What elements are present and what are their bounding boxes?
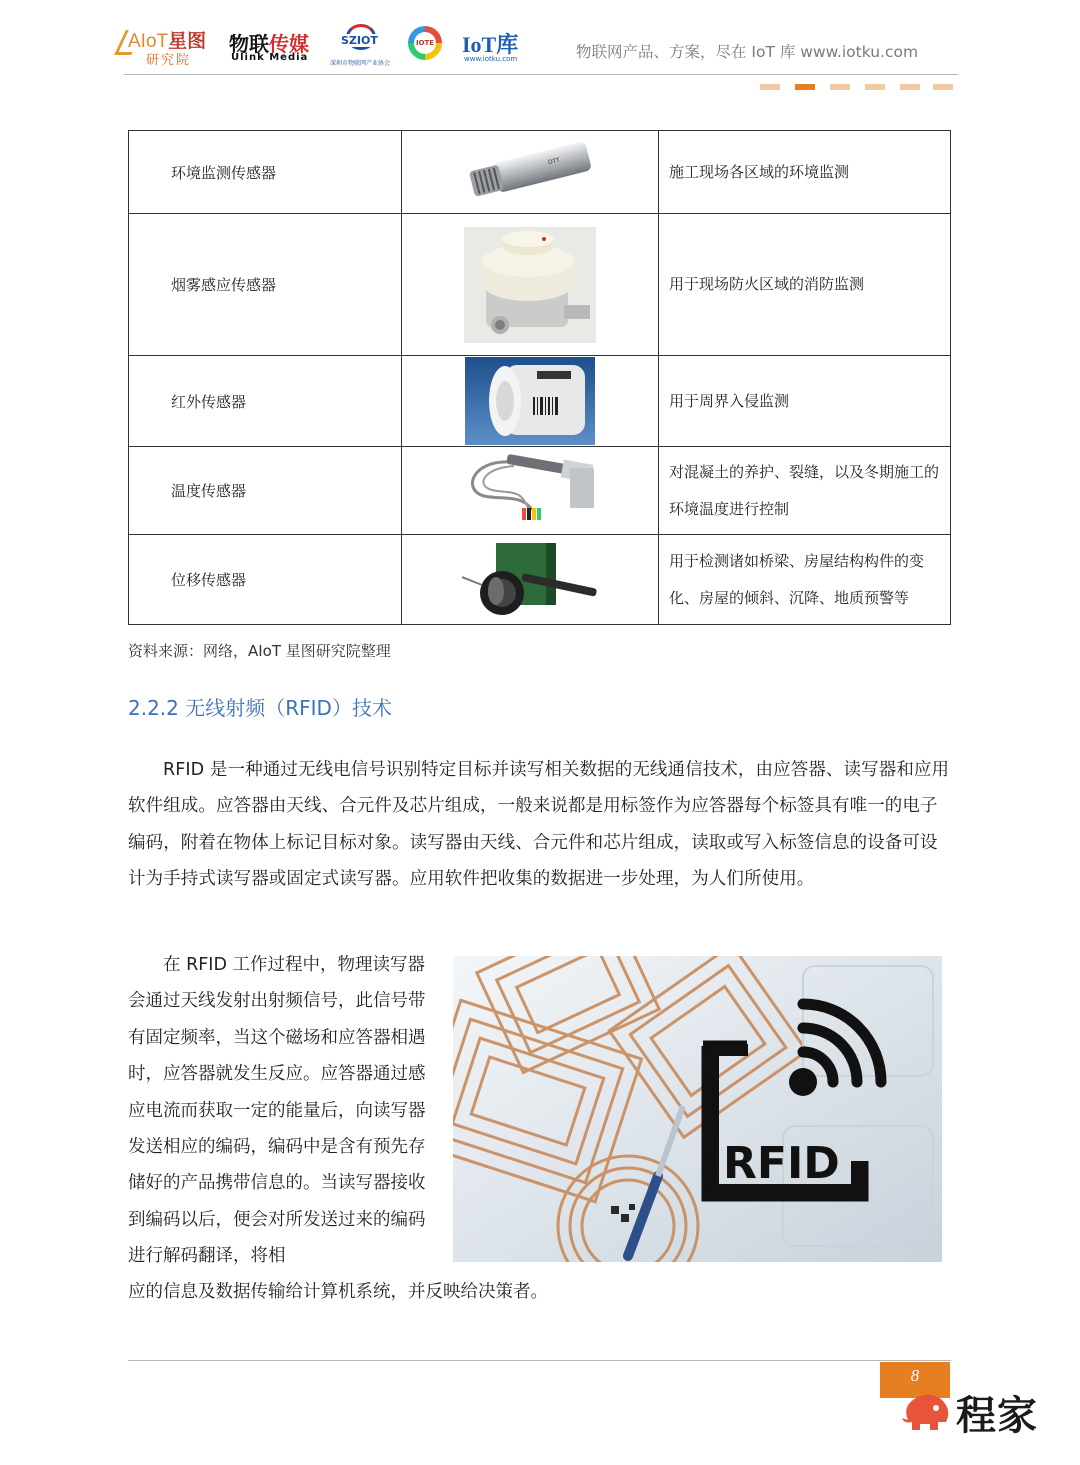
smoke-detector-photo	[464, 227, 596, 343]
header-dash	[865, 84, 885, 90]
header-dash	[760, 84, 780, 90]
elephant-icon	[898, 1388, 954, 1432]
aiot-logo: AIoT星图 研究院	[120, 24, 210, 68]
page-number: 8	[910, 1366, 920, 1385]
rfid-paragraph-2-end: 应的信息及数据传输给计算机系统，并反映给决策者。	[128, 1282, 548, 1302]
sensor-image-cell	[402, 214, 659, 356]
header-tagline: 物联网产品、方案，尽在 IoT 库 www.iotku.com	[576, 43, 919, 61]
table-row	[129, 356, 951, 447]
sziot-logo: SZIOT 深圳市物联网产业协会	[330, 24, 394, 70]
header-divider	[124, 74, 958, 75]
footer-divider	[128, 1360, 951, 1361]
table-row	[129, 447, 951, 535]
ulink-media-logo: 物联传媒 Ulink Media	[229, 32, 309, 63]
temperature-sensor-photo	[462, 450, 598, 532]
table-row	[129, 131, 951, 214]
header-dash	[830, 84, 850, 90]
rfid-logo-text: RFID	[723, 1138, 840, 1189]
infrared-sensor-photo	[465, 357, 595, 445]
sensor-image-cell	[402, 356, 659, 447]
sensor-name: 烟雾感应传感器	[129, 214, 402, 356]
sensor-table	[128, 130, 951, 625]
table-row	[129, 214, 951, 356]
sensor-name: 温度传感器	[129, 447, 402, 535]
sensor-description: 对混凝土的养护、裂缝，以及冬期施工的环境温度进行控制	[659, 447, 951, 535]
sensor-description: 施工现场各区域的环境监测	[659, 131, 951, 214]
rfid-paragraph-2: 在 RFID 工作过程中，物理读写器会通过天线发射出射频信号，此信号带有固定频率，当这个磁场和应答器相遇时，应答器就发生反应。应答器通过感应电流而获取一定的能量后，向读写器发送相应的编码，编码中是含有预先存储好的产品携带信息的。当读写器接收到编码以后，便会对所发送过来的编码进行解码翻译，将相	[128, 955, 426, 1267]
source-note: 资料来源：网络，AIoT 星图研究院整理	[128, 642, 391, 660]
header-dash-active	[795, 84, 815, 90]
sensor-description: 用于周界入侵监测	[659, 356, 951, 447]
header-dash	[900, 84, 920, 90]
svg-text:OTT: OTT	[547, 157, 561, 167]
iote-logo: IOTE	[408, 26, 442, 60]
watermark: 程家	[898, 1384, 1058, 1434]
rfid-paragraph-1: RFID 是一种通过无线电信号识别特定目标并读写相关数据的无线通信技术，由应答器、读写器和应用软件组成。应答器由天线、合元件及芯片组成，一般来说都是用标签作为应答器每个标签具有唯一的电子编码，附着在物体上标记目标对象。读写器由天线、合元件和芯片组成，读取或写入标签信息的设备可设计为手持式读写器或固定式读写器。应用软件把收集的数据进一步处理，为人们所使用。	[128, 760, 950, 890]
sensor-image-cell	[402, 447, 659, 535]
environment-sensor-photo	[465, 133, 595, 211]
sensor-name: 红外传感器	[129, 356, 402, 447]
rfid-illustration	[453, 956, 942, 1262]
sensor-image-cell	[402, 535, 659, 625]
displacement-sensor-photo	[462, 537, 598, 623]
sensor-description: 用于检测诸如桥梁、房屋结构构件的变化、房屋的倾斜、沉降、地质预警等	[659, 535, 951, 625]
sensor-image-cell	[402, 131, 659, 214]
sensor-name: 位移传感器	[129, 535, 402, 625]
section-heading: 2.2.2 无线射频（RFID）技术	[128, 696, 392, 720]
table-row	[129, 535, 951, 625]
sensor-description: 用于现场防火区域的消防监测	[659, 214, 951, 356]
header-dash	[933, 84, 953, 90]
iotku-logo: IoT库 www.iotku.com	[462, 32, 519, 63]
sensor-name: 环境监测传感器	[129, 131, 402, 214]
